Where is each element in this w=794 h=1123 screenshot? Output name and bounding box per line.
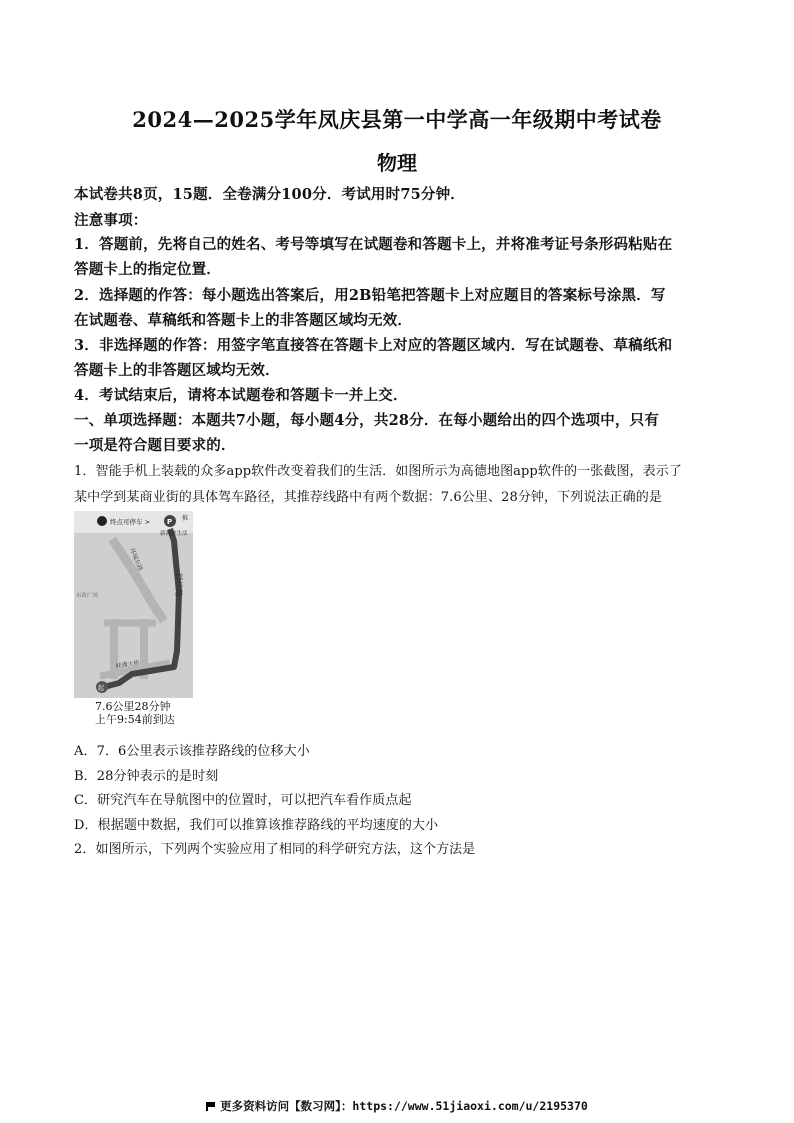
notice-item-3-line1: 3．非选择题的作答：用签字笔直接答在答题卡上对应的答题区域内．写在试题卷、草稿纸和 [74, 337, 673, 354]
notice-item-2-line1: 2．选择题的作答：每小题选出答案后，用2B铅笔把答题卡上对应题目的答案标号涂黑．写 [74, 287, 666, 304]
bridge-label: 桂滩大桥 [115, 659, 141, 670]
flag-icon [206, 1102, 216, 1111]
road-label-east-ring: 环城东路 [128, 547, 144, 573]
start-badge: 起 [98, 685, 105, 692]
section1-heading-line1: 一、单项选择题：本题共7小题，每小题4分，共28分．在每小题给出的四个选项中，只有 [74, 412, 660, 429]
road-label-yuejin: 跃进路 [174, 573, 183, 597]
footer-link[interactable]: 更多资料访问【数习网】：https://www.51jiaoxi.com/u/2195370 [220, 1099, 588, 1113]
q1-option-a: A．7．6公里表示该推荐路线的位移大小 [74, 744, 310, 759]
q1-option-d: D．根据题中数据，我们可以推算该推荐路线的平均速度的大小 [74, 818, 439, 833]
notice-heading: 注意事项： [74, 212, 148, 229]
q1-option-b: B．28分钟表示的是时刻 [74, 769, 219, 784]
map-caption-arrival: 上午9:54前到达 [95, 713, 175, 726]
q1-option-c: C．研究汽车在导航图中的位置时，可以把汽车看作质点起 [74, 793, 412, 808]
exam-title: 2024—2025学年凤庆县第一中学高一年级期中考试卷 [132, 107, 662, 132]
poi-label: 市政广场 [76, 593, 99, 599]
q1-stem-line1: 1．智能手机上装载的众多app软件改变着我们的生活．如图所示为高德地图app软件的一张截图，表示了 [74, 464, 682, 479]
exam-overview: 本试卷共8页，15题．全卷满分100分．考试用时75分钟． [74, 186, 466, 203]
dest-badge: P [167, 518, 173, 526]
footer [0, 1098, 794, 1114]
map-corner-label: 推 [182, 515, 189, 522]
q2-stem: 2．如图所示，下列两个实验应用了相同的科学研究方法，这个方法是 [74, 842, 476, 857]
dest-label: 新商业生活 [160, 531, 188, 537]
navigation-map-screenshot [74, 511, 193, 698]
subject-title: 物理 [377, 151, 417, 175]
section1-heading-line2: 一项是符合题目要求的． [74, 437, 236, 454]
q1-stem-line2: 某中学到某商业街的具体驾车路径，其推荐线路中有两个数据：7.6公里、28分钟，下列说法正确的是 [74, 490, 662, 505]
notice-item-1-line2: 答题卡上的指定位置． [74, 261, 221, 278]
map-caption-distance-time: 7.6公里28分钟 [95, 700, 171, 713]
map-banner: 终点可停车 > [110, 518, 151, 526]
notice-item-2-line2: 在试题卷、草稿纸和答题卡上的非答题区域均无效． [74, 312, 413, 329]
notice-item-3-line2: 答题卡上的非答题区域均无效． [74, 362, 280, 379]
notice-item-1-line1: 1．答题前，先将自己的姓名、考号等填写在试题卷和答题卡上，并将准考证号条形码粘贴在 [74, 236, 673, 253]
notice-item-4: 4．考试结束后，请将本试题卷和答题卡一并上交． [74, 387, 408, 404]
